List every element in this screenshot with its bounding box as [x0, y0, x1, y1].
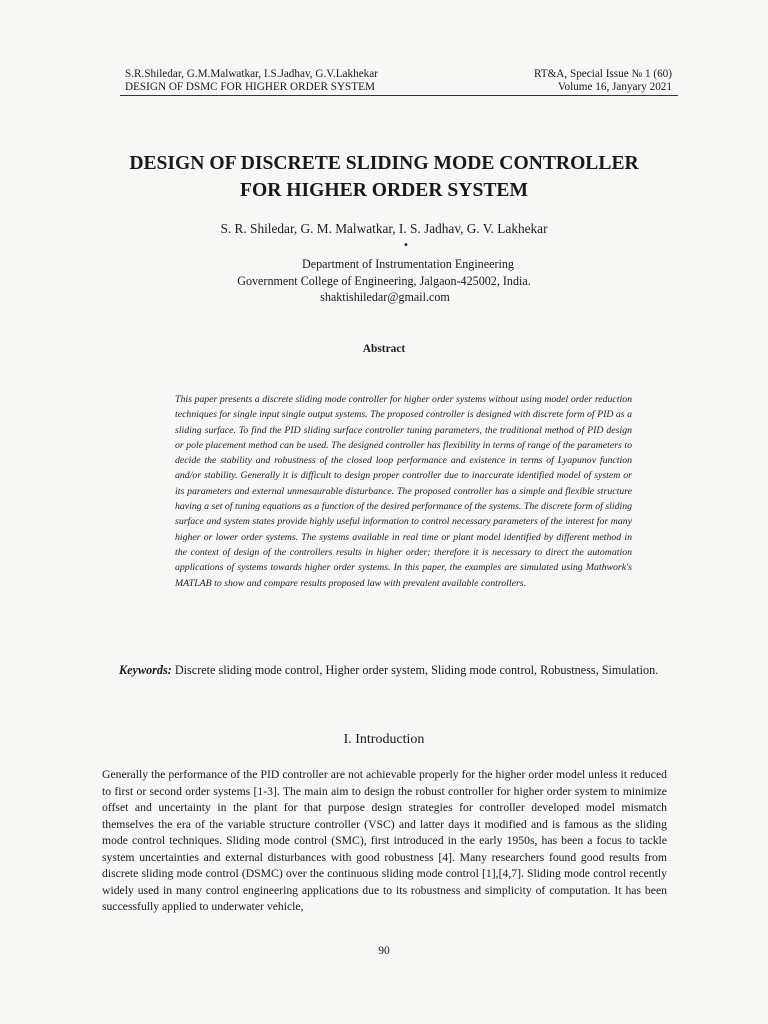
- running-header-left: [125, 68, 378, 94]
- header-journal-issue: RT&A, Special Issue № 1 (60): [533, 68, 672, 80]
- paper-title-line-2: FOR HIGHER ORDER SYSTEM: [240, 180, 528, 201]
- header-volume-date: Volume 16, Janyary 2021: [557, 81, 672, 93]
- running-header: [120, 67, 678, 96]
- author-bullet: •: [403, 240, 409, 251]
- section-heading-introduction: I. Introduction: [343, 732, 425, 747]
- paper-title: [60, 150, 708, 204]
- abstract-text: This paper presents a discrete sliding mode controller for higher order systems without using model order reduction techniques for single input single output systems. The proposed controller is designed with discrete form of PID as a sliding surface. To find the PID sliding surface controller tuning parameters, the traditional method of PID design or pole placement method can be used. The designed controller has flexibility in terms of range of the parameters to decide the stability and robustness of the closed loop performance and existence in terms of Lyapunov function and/or stability. Generally it is difficult to design proper controller due to inaccurate identified model of system or its parameters and external unmesaurable disturbance. The proposed controller has a simple and flexible structure having a set of tuning equations as a function of the desired performance of the systems. The discrete form of sliding surface and system states provide highly useful information to control necessary parameters of the interest for many higher or lower order systems. The systems available in real time or plant model identified by different method in the context of design of the controllers results in higher order; therefore it is necessary to direct the automation applications of systems towards higher order systems. In this paper, the examples are simulated using Mathwork's MATLAB to show and compare results proposed law with prevalent available controllers.: [175, 394, 632, 589]
- keywords: [102, 662, 667, 679]
- keywords-text: Discrete sliding mode control, Higher order system, Sliding mode control, Robustness, Simulation.: [171, 663, 659, 677]
- page-number: 90: [378, 945, 390, 957]
- keywords-label: Keywords:: [119, 663, 172, 677]
- affiliation: [150, 256, 618, 306]
- author-list: S. R. Shiledar, G. M. Malwatkar, I. S. Jadhav, G. V. Lakhekar: [220, 221, 548, 236]
- author-email: shaktishiledar@gmail.com: [320, 290, 450, 304]
- paper-title-line-1: DESIGN OF DISCRETE SLIDING MODE CONTROLLER: [129, 153, 639, 174]
- affiliation-college: Government College of Engineering, Jalgaon-425002, India.: [237, 273, 531, 288]
- running-header-right: [534, 68, 672, 94]
- abstract-heading: Abstract: [362, 343, 406, 355]
- introduction-paragraph: Generally the performance of the PID controller are not achievable properly for the higher order model unless it reduced to first or second order systems [1-3]. The main aim to design the robust controller for higher order system to minimize offset and uncertainty in the plant for that purpose design strategies for controller developed model mismatch themselves the era of the variable structure controller (VSC) and latter days it modified and is famous as the sliding mode control techniques. Sliding mode control (SMC), first introduced in the early 1950s, has been a focus to tackle system uncertainties and external disturbances with good robustness [4]. Many researchers found good results from discrete sliding mode control (DSMC) over the continuous sliding mode control [1],[4,7]. Sliding mode control recently widely used in many control engineering applications due to its robustness and simplicity of computation. It has been successfully applied to underwater vehicle,: [102, 768, 667, 913]
- header-short-title: DESIGN OF DSMC FOR HIGHER ORDER SYSTEM: [125, 81, 375, 93]
- header-authors: S.R.Shiledar, G.M.Malwatkar, I.S.Jadhav, G.V.Lakhekar: [125, 68, 378, 80]
- affiliation-department: Department of Instrumentation Engineering: [302, 257, 514, 271]
